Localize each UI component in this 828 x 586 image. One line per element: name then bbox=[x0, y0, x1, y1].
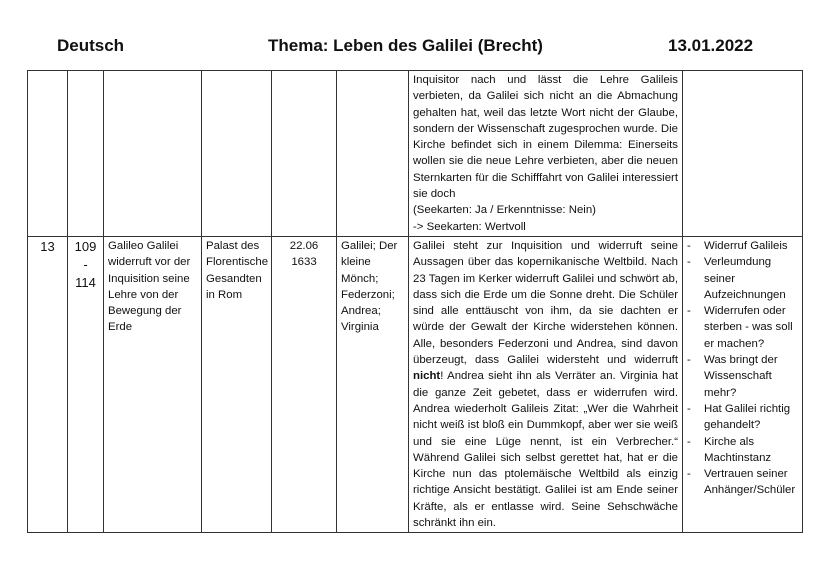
table-row-continuation bbox=[28, 71, 803, 237]
summary-note: (Seekarten: Ja / Erkenntnisse: Nein) bbox=[413, 204, 596, 217]
scene-date bbox=[272, 236, 337, 532]
characters-cell bbox=[337, 71, 409, 237]
scene-cell bbox=[28, 71, 68, 237]
note-item: - Was bringt der Wissenschaft mehr? bbox=[687, 352, 798, 401]
page-range bbox=[68, 236, 104, 532]
note-item: - Widerrufen oder sterben - was soll er machen? bbox=[687, 303, 798, 352]
notes-cell bbox=[683, 71, 803, 237]
page-header bbox=[0, 34, 828, 58]
summary-emphasis: nicht bbox=[413, 370, 441, 383]
summary-part-1: Galilei steht zur Inquisition und widerruft seine Aussagen über das kopernikanische Weltbild. Nach 23 Tagen im Kerker widerruft Galilei und schwört ab, dass sich die Erde um die Sonne dreht. Die Schüler sind alle enttäuscht von ihm, da sie dachten er würde der Gewalt der Kirche widerstehen können. Alle, besonders Federzoni und Andrea, sind davon überzeugt, dass Galilei widersteht und widerruft bbox=[413, 239, 678, 367]
date-label: 13.01.2022 bbox=[668, 36, 754, 55]
summary-text: Inquisitor nach und lässt die Lehre Galileis verbieten, da Galilei sich nicht an die Abmachung gehalten hat, weil das letzte Wort nicht der Glaube, sondern der Wissenschaft zugesprochen wurde. Die Kirche befindet sich in einem Dilemma: Einerseits wollen sie die neue Lehre verbieten, aber die neuen Sternkarten für die Schifffahrt von Galilei interessiert sie doch bbox=[413, 74, 678, 201]
summary-cell bbox=[409, 71, 683, 237]
title-cell bbox=[104, 71, 202, 237]
page-from: 109 bbox=[74, 238, 97, 254]
note-item: - Vertrauen seiner Anhänger/Schüler bbox=[687, 466, 798, 499]
table-row-scene-13 bbox=[28, 236, 803, 532]
scene-characters: Galilei; Der kleine Mönch; Federzoni; Andrea; Virginia bbox=[337, 236, 409, 532]
scene-day: 22.06 bbox=[289, 239, 319, 252]
scene-number: 13 bbox=[28, 236, 68, 532]
note-item: - Widerruf Galileis bbox=[687, 238, 798, 254]
place-cell bbox=[202, 71, 272, 237]
summary-part-2: ! Andrea sieht ihn als Verräter an. Virginia hat die ganze Zeit gebetet, dass er widerrufen wird. Andrea wiederholt Galileis Zitat: „Wer die Wahrheit nicht weiß ist bloß ein Dummkopf, aber wer sie weiß und sie eine Lüge nennt, ist ein Verbrecher.“ Während Galilei sich selbst gerettet hat, hat er die Kirche nun das ptolemäische Weltbild als einzig richtige Ansicht bestätigt. Galilei ist am Ende seiner Kräfte, als er entlasse wird. Seine Sehschwäche schränkt ihn ein. bbox=[413, 370, 678, 530]
note-item: - Kirche als Machtinstanz bbox=[687, 434, 798, 467]
summary-note: -> Seekarten: Wertvoll bbox=[413, 220, 526, 233]
subject-label: Deutsch bbox=[57, 36, 125, 55]
scene-table bbox=[27, 70, 803, 533]
date-cell bbox=[272, 71, 337, 237]
scene-year: 1633 bbox=[291, 256, 317, 269]
scene-place: Palast des Florentische Gesandten in Rom bbox=[202, 236, 272, 532]
scene-notes bbox=[683, 236, 803, 532]
note-item: - Verleumdung seiner Aufzeichnungen bbox=[687, 254, 798, 303]
pages-cell bbox=[68, 71, 104, 237]
page-to: 114 bbox=[75, 274, 96, 290]
scene-title: Galileo Galilei widerruft vor der Inquisition seine Lehre von der Bewegung der Erde bbox=[104, 236, 202, 532]
note-item: - Hat Galilei richtig gehandelt? bbox=[687, 401, 798, 434]
theme-title: Thema: Leben des Galilei (Brecht) bbox=[268, 36, 543, 55]
page-dash: - bbox=[83, 256, 88, 272]
scene-summary bbox=[409, 236, 683, 532]
